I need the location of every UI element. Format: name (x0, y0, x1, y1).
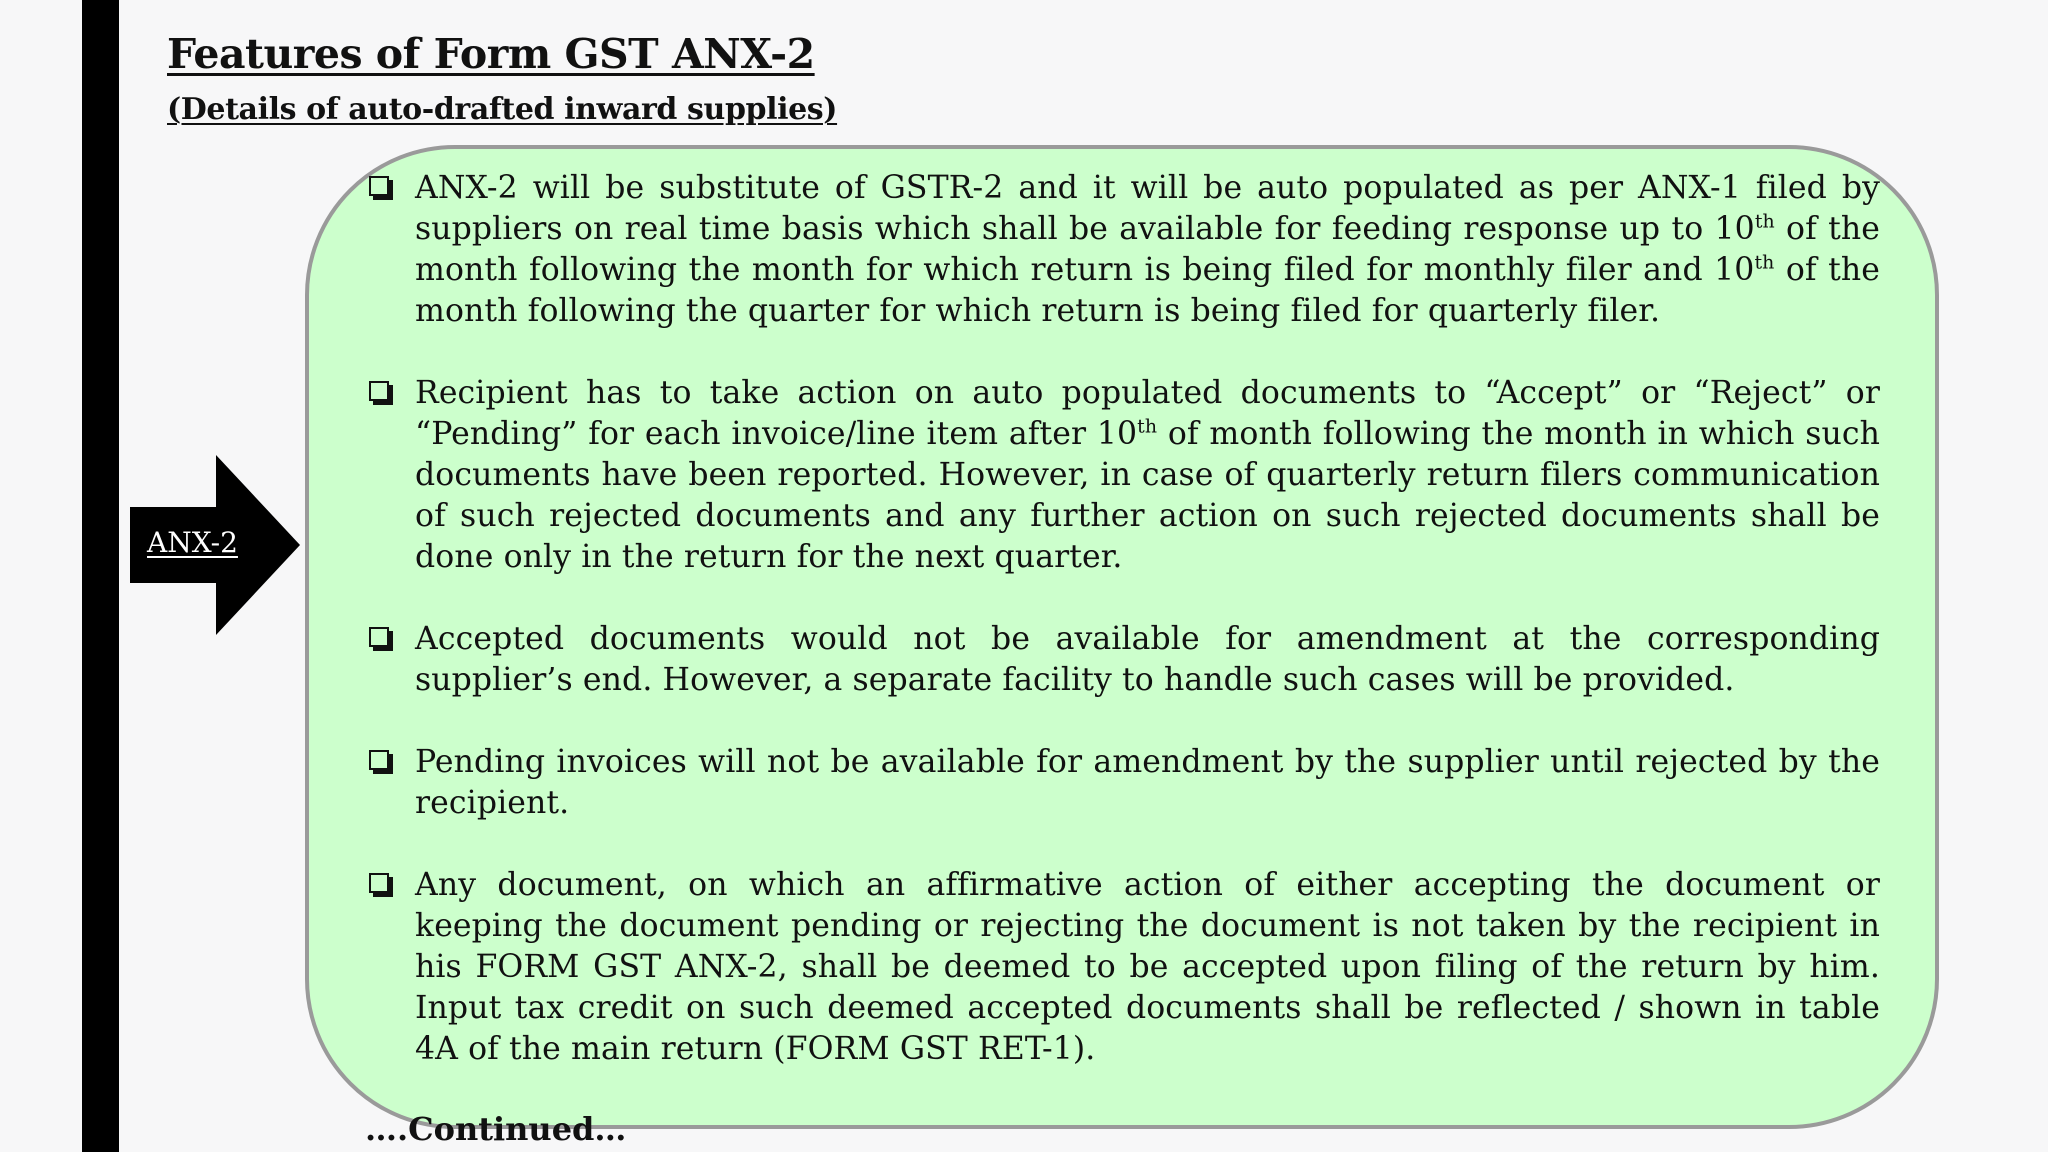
checkbox-icon (369, 873, 389, 893)
checkbox-icon (369, 176, 389, 196)
list-item: ANX-2 will be substitute of GSTR-2 and it will be auto populated as per ANX-1 filed by suppliers on real time basis which shall be available for feeding response up to 10th of the month following the month for which return is being filed for monthly filer and 10th of the month following the quarter for which return is being filed for quarterly filer. (365, 168, 1880, 332)
checkbox-icon (369, 750, 389, 770)
checkbox-icon (369, 381, 389, 401)
feature-list (365, 168, 1880, 1111)
checkbox-icon (369, 627, 389, 647)
continued-note: ….Continued… (365, 1110, 627, 1148)
slide-subtitle: (Details of auto-drafted inward supplies) (167, 92, 838, 127)
list-item: Pending invoices will not be available for amendment by the supplier until rejected by the recipient. (365, 742, 1880, 824)
list-item: Recipient has to take action on auto populated documents to “Accept” or “Reject” or “Pending” for each invoice/line item after 10th of month following the month in which such documents have been reported. However, in case of quarterly return filers communication of such rejected documents and any further action on such rejected documents shall be done only in the return for the next quarter. (365, 373, 1880, 578)
left-accent-bar (82, 0, 119, 1152)
list-item: Accepted documents would not be available for amendment at the corresponding supplier’s end. However, a separate facility to handle such cases will be provided. (365, 619, 1880, 701)
arrow-label: ANX-2 (147, 526, 238, 559)
list-item: Any document, on which an affirmative action of either accepting the document or keeping the document pending or rejecting the document is not taken by the recipient in his FORM GST ANX-2, shall be deemed to be accepted upon filing of the return by him. Input tax credit on such deemed accepted documents shall be reflected / shown in table 4A of the main return (FORM GST RET-1). (365, 865, 1880, 1070)
slide-title: Features of Form GST ANX-2 (167, 30, 815, 78)
